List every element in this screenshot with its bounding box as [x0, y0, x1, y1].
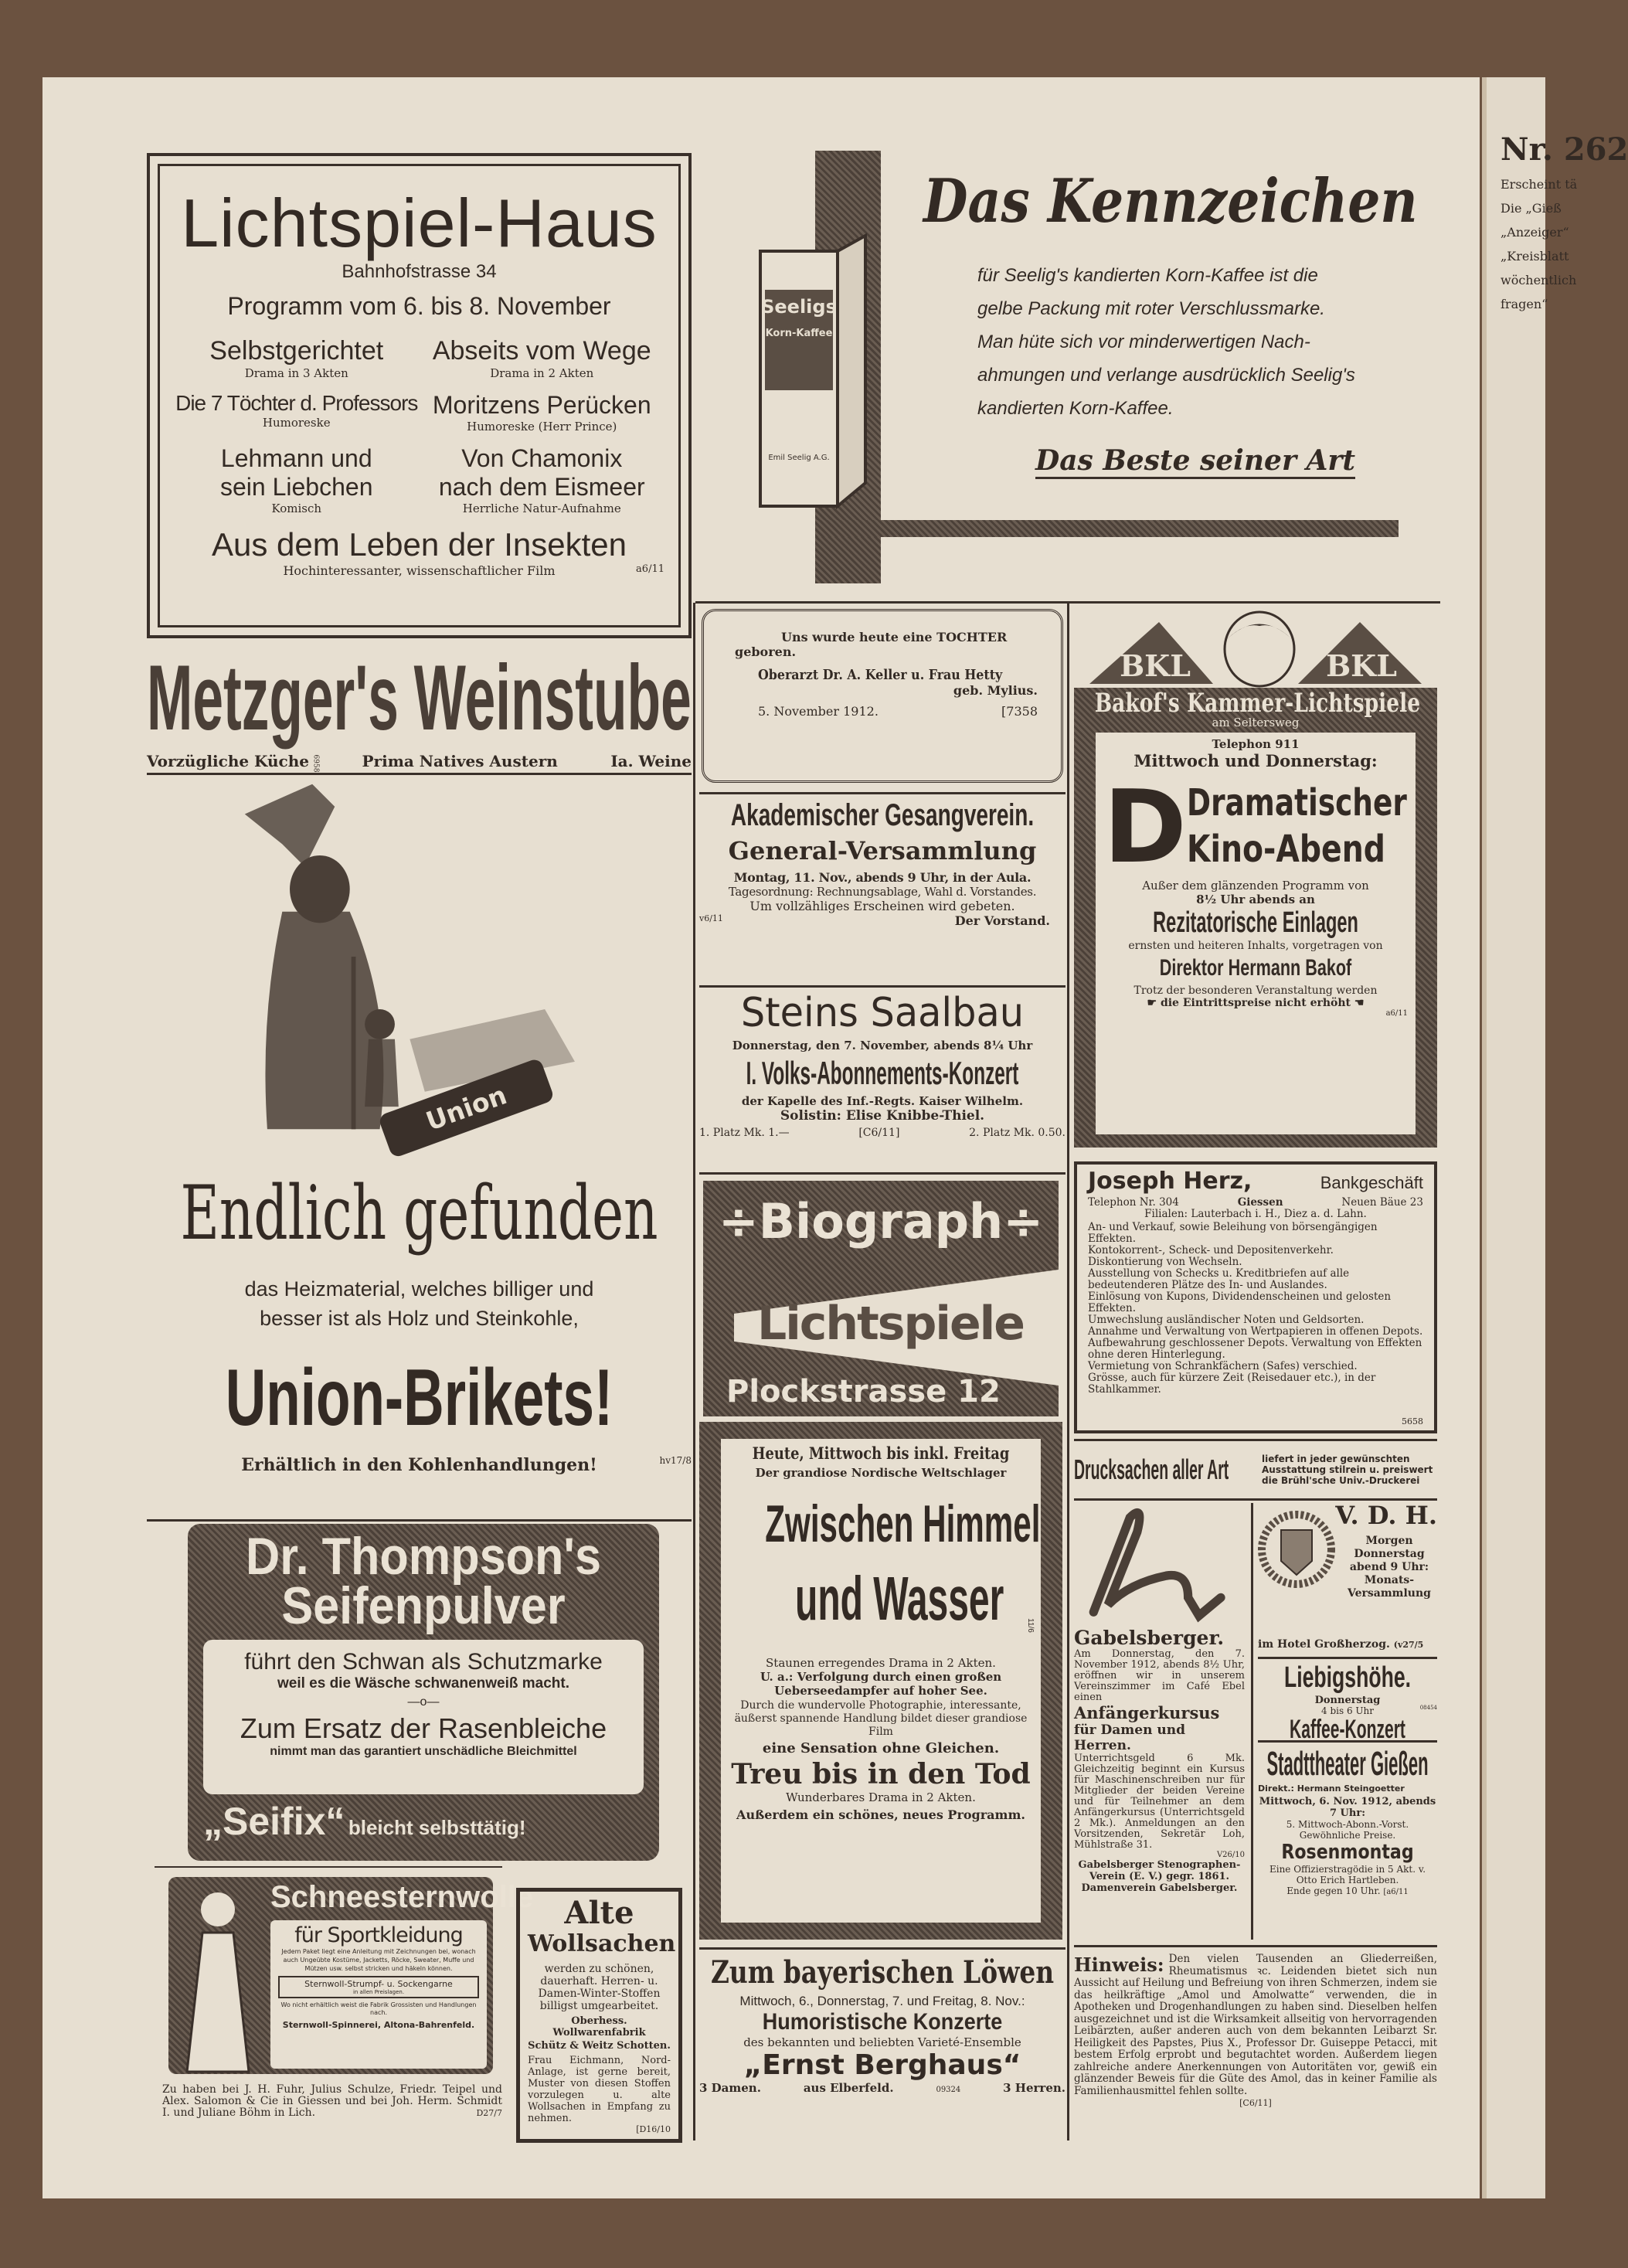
phone: Telephon Nr. 304: [1088, 1196, 1179, 1209]
divider-ornament: —o—: [407, 1695, 440, 1709]
ad-code: 09324: [936, 2086, 961, 2094]
film-title: Von Chamonix nach dem Eismeer: [438, 444, 645, 501]
address: Bahnhofstrasse 34: [342, 261, 497, 282]
crest-emblem: [1258, 1507, 1335, 1588]
film-title: Selbstgerichtet: [209, 336, 384, 366]
body-text: werden zu schönen, dauerhaft. Herren- u. Damen-Winter-Stoffen billigst umgearbeitet.: [538, 1963, 661, 2012]
service-item: Ausstellung von Schecks u. Kreditbriefen auf alle bedeutenderen Plätze des In- und Auslandes.: [1088, 1267, 1350, 1291]
fragment: Die „Gieß: [1501, 201, 1562, 216]
intro: Der grandiose Nordische Weltschlager: [755, 1466, 1007, 1480]
fragment: „Anzeiger“: [1501, 225, 1569, 240]
film-title: Moritzens Perücken: [432, 391, 651, 419]
loewen-ad: [699, 1947, 1066, 2133]
feature-subtitle: Hochinteressanter, wissenschaftlicher Film: [283, 563, 556, 578]
note: Wo nicht erhältlich weist die Fabrik Grossisten und Handlungen nach.: [280, 2001, 477, 2016]
feature-item: Ia. Weine: [610, 752, 692, 770]
issue-number: Nr. 262: [1501, 131, 1628, 168]
hinweis-notice: [1074, 1945, 1437, 2142]
fragment: fragen“: [1501, 297, 1548, 311]
service-item: An- und Verkauf, sowie Beleihung von börsengängigen Effekten.: [1088, 1221, 1378, 1245]
shorthand-symbol: [1074, 1503, 1244, 1627]
agenda: Tagesordnung: Rechnungsablage, Wahl d. Vorstandes.: [728, 885, 1037, 899]
text-line: das Heizmaterial, welches billiger und: [244, 1277, 594, 1301]
end-time: Ende gegen 10 Uhr.: [1286, 1885, 1381, 1896]
notice-text: Den vielen Tausenden an Gliederreißen, Rheumatismus ꝛc. Leidenden bietet sich nun Aussicht auf Heilung und Befreiung von ihren Schmerzen, indem sie das heilkräftige „Amol und Amolwatte“ verwenden, die in Apotheken und Drogenhandlungen zu haben sind. Dieselben helfen ausgezeichnet und ist die Wirksamkeit allseitig von hervorragenden Leibärzten, außer anderen auch von dem bekannten Leibarzt Sr. Heiligkeit des Papstes, Pius X., Professor Dr. Guiseppe Petacci, mit bestem Erfolg erprobt und begutachtet worden. Außerdem liegen zahlreiche andere Anerkennungen von Autoritäten vor, gewiß ein glänzender Beweis für die Güte des Amol, das in keiner Familie als Familienhausmittel fehlen sollte.: [1074, 1953, 1437, 2097]
text-line: Uns wurde heute eine TOCHTER: [781, 630, 1008, 644]
genre: Staunen erregendes Drama in 2 Akten.: [766, 1656, 996, 1670]
ad-code: [D16/10: [636, 2124, 671, 2134]
business-type: Bankgeschäft: [1320, 1173, 1423, 1192]
play-description: Eine Offizierstragödie in 5 Akt. v. Otto Erich Hartleben.: [1269, 1864, 1426, 1885]
service-item: Umwechslung ausländischer Noten und Geldsorten.: [1088, 1314, 1365, 1326]
brand-name: Union-Brikets!: [225, 1353, 613, 1443]
prices: Gewöhnliche Preise.: [1299, 1830, 1396, 1841]
dealers-text: Zu haben bei J. H. Fuhr, Julius Schulze, Friedr. Teipel und Alex. Salomon & Cie in Giessen und bei Joh. Herm. Schmidt I. und Juliane Böhm in Lich.: [162, 2083, 502, 2119]
text-line: ernsten und heiteren Inhalts, vorgetragen von: [1128, 940, 1383, 952]
body-text: Durch die wundervolle Photographie, interessante, äußerst spannende Handlung bildet dieser grandiose Film: [734, 1699, 1028, 1738]
film-title: Zwischen Himmel: [765, 1494, 1041, 1553]
liebig-ad: [1258, 1661, 1437, 1743]
package-maker: Emil Seelig A.G.: [768, 454, 830, 462]
film-title: Die 7 Töchter d. Professors: [175, 391, 418, 415]
package-product: Korn-Kaffee: [765, 328, 833, 339]
ornament-icon: ÷: [718, 1193, 759, 1250]
briquette-label: Union: [422, 1080, 511, 1137]
dates: Heute, Mittwoch bis inkl. Freitag: [752, 1443, 1010, 1463]
venue-name: Liebigshöhe.: [1283, 1661, 1412, 1694]
request: Um vollzähliges Erscheinen wird gebeten.: [749, 899, 1015, 913]
price: 2. Platz Mk. 0.50.: [969, 1127, 1066, 1139]
ad-code: a6/11: [636, 563, 664, 575]
note: Frau Eichmann, Nord-Anlage, ist gerne bereit, Muster von diesen Stoffen vorzulegen u. alte Wollsachen in Empfang zu nehmen.: [528, 2055, 671, 2124]
ad-code: v6/11: [699, 913, 723, 923]
event-title: Kaffee-Konzert: [1290, 1715, 1405, 1744]
club-name: Gabelsberger Stenographen-Verein (E. V.) gegr. 1861.: [1078, 1859, 1241, 1882]
metzger-ad: [147, 646, 692, 775]
tagline: eine Sensation ohne Gleichen.: [762, 1740, 1000, 1756]
saalbau-ad: [699, 985, 1066, 1175]
director: Direkt.: Hermann Steingoetter: [1258, 1783, 1405, 1794]
service-item: Vermietung von Schrankfächern (Safes) verschied. Grösse, auch für kürzere Zeit (Reisedauer etc.), in der Stahlkammer.: [1088, 1360, 1376, 1396]
service-item: Einlösung von Kupons, Dividendenscheinen und gelosten Effekten.: [1088, 1290, 1392, 1314]
feature-item: Vorzügliche Küche: [147, 752, 309, 770]
street: Neuen Bäue 23: [1341, 1196, 1423, 1209]
brand-title: Dr. Thompson's: [245, 1527, 601, 1586]
ad-code: [a6/11: [1383, 1888, 1409, 1896]
intro: des bekannten und beliebten Varieté-Ensemble: [743, 2035, 1021, 2049]
origin: aus Elberfeld.: [803, 2081, 894, 2095]
director: Direktor Hermann Bakof: [1159, 955, 1352, 981]
film-genre: Herrliche Natur-Aufnahme: [462, 502, 621, 515]
zwischen-himmel-ad: [699, 1422, 1062, 1940]
body-text: liefert in jeder gewünschten Ausstattung stilrein u. preiswert die Brühl'sche Univ.-Druckerei: [1262, 1454, 1433, 1486]
ad-title: Akademischer Gesangverein.: [730, 798, 1035, 832]
dates: Mittwoch, 6., Donnerstag, 7. und Freitag, 8. Nov.:: [739, 1994, 1025, 2008]
bakof-ad: [1074, 610, 1437, 1151]
text-line: besser ist als Holz und Steinkohle,: [260, 1307, 579, 1330]
program-dates: Programm vom 6. bis 8. November: [227, 292, 611, 320]
maker: Oberhess. Wollwarenfabrik: [552, 2015, 646, 2038]
druck-ad: [1074, 1439, 1437, 1501]
text-line: gelbe Packung mit roter Verschlussmarke.: [977, 298, 1325, 319]
bakof-logo-header: [1074, 610, 1437, 688]
phone: Telephon 911: [1212, 737, 1300, 751]
brand-title: Biograph: [758, 1193, 1004, 1250]
event-time: Donnerstag, den 7. November, abends 8¼ Uhr: [732, 1039, 1033, 1052]
brand-title: Schneesternwolle: [270, 1880, 534, 1914]
title: Wollsachen: [528, 1930, 676, 1957]
ad-title: Steins Saalbau: [740, 990, 1025, 1036]
ad-code: [7358: [1001, 704, 1038, 719]
text-line: führt den Schwan als Schutzmarke: [244, 1649, 603, 1675]
ad-code: 11/6: [1026, 1618, 1035, 1633]
text-line: Trotz der besonderen Veranstaltung werden: [1133, 984, 1378, 997]
signature: Der Vorstand.: [954, 913, 1050, 928]
meeting-text: Morgen Donnerstag abend 9 Uhr: Monats-Versammlung: [1348, 1535, 1431, 1600]
fragment: wöchentlich: [1501, 273, 1577, 287]
cast: 3 Herren.: [1003, 2081, 1066, 2095]
ad-code: 08454: [1419, 1705, 1437, 1711]
logo-letters: BKL: [1326, 648, 1397, 683]
text-line: kandierten Korn-Kaffee.: [977, 398, 1174, 419]
text-line: für Seelig's kandierten Korn-Kaffee ist die: [977, 265, 1318, 286]
text-line: Zum Ersatz der Rasenbleiche: [240, 1712, 607, 1744]
biograph-ad: [703, 1181, 1059, 1416]
text-line: ahmungen und verlange ausdrücklich Seelig's: [977, 365, 1355, 386]
feature-film: Aus dem Leben der Insekten: [211, 526, 627, 563]
performance-time: Mittwoch, 6. Nov. 1912, abends 7 Uhr:: [1259, 1796, 1436, 1819]
film-genre: Drama in 3 Akten: [244, 366, 348, 380]
venue: im Hotel Großherzog.: [1258, 1638, 1390, 1651]
performer: der Kapelle des Inf.-Regts. Kaiser Wilhelm.: [741, 1094, 1024, 1108]
days: Mittwoch und Donnerstag:: [1133, 751, 1378, 770]
signature-slogan: Das Beste seiner Art: [1035, 444, 1355, 479]
fragment: „Kreisblatt: [1501, 249, 1569, 264]
ad-code: D27/7: [476, 2108, 502, 2118]
club-initials: V. D. H.: [1335, 1501, 1437, 1530]
gabelsberger-ad: [1074, 1503, 1253, 1940]
ad-title: Zum bayerischen Löwen: [710, 1954, 1055, 1991]
wollsachen-ad: [516, 1888, 682, 2143]
ad-code: V26/10: [1216, 1851, 1245, 1859]
film-genre: Komisch: [271, 502, 322, 515]
herz-ad: [1074, 1161, 1437, 1433]
service-item: Annahme und Verwaltung von Wertpapieren in offenen Depots.: [1088, 1325, 1423, 1338]
branches: Filialen: Lauterbach i. H., Diez a. d. Lahn.: [1144, 1208, 1367, 1220]
maker-location: Schütz & Weitz Schotten.: [528, 2040, 671, 2052]
ensemble-name: „Ernst Berghaus“: [743, 2049, 1021, 2081]
date: 5. November 1912.: [758, 704, 879, 719]
ad-code: 5658: [1402, 1416, 1423, 1426]
audience: für Damen und Herren.: [1074, 1722, 1185, 1753]
bank-name: Joseph Herz,: [1088, 1168, 1252, 1195]
package-brand: Seeligs: [761, 296, 837, 318]
body-text: Unterrichtsgeld 6 Mk. Gleichzeitig beginnt ein Kursus für Maschinenschreiben nur für Mitglieder der beiden Vereine und für Teilnehmer an dem Anfängerkursus (Unterrichtsgeld 2 Mk.). Anmeldungen an den Vorsitzenden, Sekretär Loh, Mühlstraße 31.: [1074, 1753, 1245, 1851]
headline: Dramatischer: [1187, 781, 1407, 825]
fragment: Erscheint tä: [1501, 177, 1578, 192]
price: 1. Platz Mk. 1.—: [699, 1127, 790, 1139]
box-title: Sternwoll-Strumpf- u. Sockengarne: [304, 1979, 453, 1989]
ad-code: (v27/5: [1393, 1640, 1424, 1650]
old-woman-illustration: [147, 777, 692, 1163]
girl-illustration: [172, 1879, 272, 2079]
ad-title: Drucksachen aller Art: [1074, 1454, 1229, 1485]
film-title: Abseits vom Wege: [432, 336, 651, 366]
text-line: die Eintrittspreise nicht erhöht: [1160, 997, 1351, 1009]
film-genre: Humoreske (Herr Prince): [467, 420, 617, 434]
subtitle: Lichtspiele: [757, 1297, 1024, 1351]
text-line: Außer dem glänzenden Programm von: [1142, 879, 1369, 893]
second-film-title: Treu bis in den Tod: [731, 1758, 1031, 1790]
address: Plockstrasse 12: [726, 1374, 1001, 1409]
film-title: und Wasser: [795, 1564, 1004, 1633]
next-page-edge: [1482, 77, 1628, 2198]
feature: Rezitatorische Einlagen: [1153, 906, 1358, 939]
section-rule: [695, 601, 1440, 604]
birth-notice: [702, 609, 1063, 783]
gesangverein-ad: [699, 792, 1066, 985]
film-title: Lehmann und sein Liebchen: [220, 444, 373, 501]
play-title: Rosenmontag: [1281, 1841, 1414, 1864]
cast: 3 Damen.: [699, 2081, 761, 2095]
event-title: I. Volks-Abonnements-Konzert: [746, 1055, 1019, 1091]
event-time: Montag, 11. Nov., abends 9 Uhr, in der Aula.: [733, 870, 1032, 885]
ornament-icon: ÷: [1003, 1193, 1044, 1250]
day: Donnerstag: [1314, 1695, 1381, 1706]
stadttheater-ad: [1258, 1745, 1437, 1942]
thompson-ad: [188, 1524, 659, 1861]
ad-title: Gabelsberger.: [1074, 1627, 1225, 1649]
service-item: Diskontierung von Wechseln.: [1088, 1256, 1242, 1268]
notice-label: Hinweis:: [1074, 1953, 1164, 1976]
location: am Seltersweg: [1212, 716, 1300, 729]
course-title: Anfängerkursus: [1074, 1703, 1220, 1722]
headline: Endlich gefunden: [180, 1170, 658, 1256]
club-name: Damenverein Gabelsberger.: [1081, 1882, 1238, 1894]
soloist: Solistin: Elise Knibbe-Thiel.: [780, 1108, 985, 1124]
union-brikets-ad: [147, 777, 692, 1518]
text-line: nimmt man das garantiert unschädliche Bleichmittel: [270, 1745, 577, 1758]
parents-names: Oberarzt Dr. A. Keller u. Frau Hetty: [758, 667, 1003, 683]
title: Alte: [564, 1895, 634, 1931]
lichtspielhaus-ad: [147, 153, 692, 638]
city: Giessen: [1237, 1196, 1283, 1209]
brand-title: Seifenpulver: [281, 1576, 566, 1635]
time: 4 bis 6 Uhr: [1321, 1705, 1374, 1716]
seelig-ad: [742, 151, 1418, 599]
headline: Das Kennzeichen: [923, 166, 1418, 236]
event-title: Humoristische Konzerte: [762, 2009, 1003, 2035]
genre: Wunderbares Drama in 2 Akten.: [786, 1790, 976, 1804]
ad-code: [C6/11]: [858, 1127, 900, 1139]
pointing-hand-icon: ☛: [1147, 997, 1161, 1009]
headline: Kino-Abend: [1187, 828, 1385, 871]
subtitle: für Sportkleidung: [294, 1923, 463, 1947]
detail: U. a.: Verfolgung durch einen großen Ueberseedampfer auf hoher See.: [760, 1670, 1002, 1698]
ad-code: hv17/8: [659, 1455, 692, 1466]
vdh-ad: [1258, 1501, 1437, 1659]
ad-code: [C6/11]: [1239, 2098, 1272, 2108]
coffee-package-illustration: [757, 228, 869, 514]
service-item: Kontokorrent-, Scheck- und Depositenverkehr.: [1088, 1244, 1334, 1256]
cinema-name: Bakof's Kammer-Lichtspiele: [1094, 688, 1421, 719]
box-subtitle: in allen Preislagen.: [352, 1989, 405, 1995]
film-genre: Drama in 2 Akten: [490, 366, 594, 380]
event-title: General-Versammlung: [728, 836, 1037, 865]
feature-item: Prima Natives Austern: [362, 752, 558, 770]
text-line: 8½ Uhr abends an: [1196, 893, 1315, 906]
maiden-name: geb. Mylius.: [953, 683, 1038, 698]
service-item: Aufbewahrung geschlossener Depots. Verwaltung von Effekten ohne deren Hinterlegung.: [1088, 1337, 1422, 1361]
footer-text: Erhältlich in den Kohlenhandlungen!: [241, 1455, 597, 1475]
text-line: weil es die Wäsche schwanenweiß macht.: [277, 1675, 570, 1692]
ad-title: Lichtspiel-Haus: [181, 185, 658, 261]
text-line: Man hüte sich vor minderwertigen Nach-: [977, 332, 1310, 352]
ad-title: Metzger's Weinstube: [147, 646, 692, 750]
body-text: Jedem Paket liegt eine Anleitung mit Zeichnungen bei, wonach auch Ungeübte Kostüme, Jacketts, Röcke, Sweater, Muffe und Mützen usw. selbst stricken und häkeln können.: [281, 1948, 476, 1972]
text-line: geboren.: [735, 644, 797, 659]
film-genre: Humoreske: [262, 416, 331, 430]
drop-cap: D: [1103, 768, 1187, 886]
schneestern-ad: [155, 1866, 534, 2140]
product-name: „Seifix“: [203, 1800, 345, 1843]
logo-letters: BKL: [1120, 648, 1191, 683]
product-claim: bleicht selbsttätig!: [348, 1816, 526, 1839]
pointing-hand-icon: ☚: [1351, 997, 1365, 1009]
series: 5. Mittwoch-Abonn.-Vorst.: [1286, 1819, 1409, 1830]
ad-code: a6/11: [1385, 1009, 1408, 1018]
maker: Sternwoll-Spinnerei, Altona-Bahrenfeld.: [282, 2020, 475, 2030]
program-note: Außerdem ein schönes, neues Programm.: [736, 1807, 1025, 1822]
theater-name: Stadttheater Gießen: [1266, 1745, 1429, 1783]
ad-code: 6958: [311, 754, 320, 773]
body-text: Am Donnerstag, den 7. November 1912, abends 8½ Uhr, eröffnen wir in unserem Vereinszimmer im Café Ebel einen: [1074, 1648, 1245, 1703]
column-rule: [1067, 603, 1069, 2140]
